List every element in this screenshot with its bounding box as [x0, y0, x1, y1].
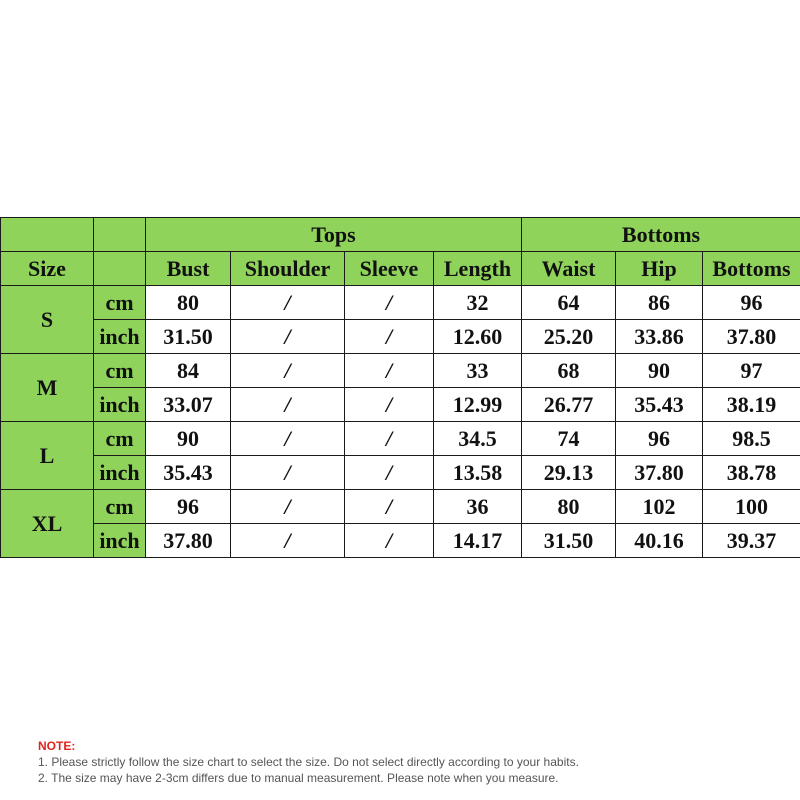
table-cell: 98.5 [703, 422, 800, 456]
table-cell: 38.19 [703, 388, 800, 422]
notes [38, 738, 579, 786]
table-cell: 96 [703, 286, 800, 320]
size-label: M [1, 354, 94, 422]
unit-label: inch [94, 388, 146, 422]
table-cell: / [345, 422, 434, 456]
note-line: 1. Please strictly follow the size chart to select the size. Do not select directly according to your habits. [38, 755, 579, 769]
column-header-shoulder: Shoulder [231, 252, 345, 286]
table-cell: 25.20 [522, 320, 616, 354]
table-cell: 33 [434, 354, 522, 388]
table-cell: / [231, 320, 345, 354]
table-cell: 96 [146, 490, 231, 524]
table-cell: 84 [146, 354, 231, 388]
unit-label: cm [94, 286, 146, 320]
table-cell: 34.5 [434, 422, 522, 456]
table-cell: 96 [616, 422, 703, 456]
table-row [1, 388, 800, 422]
size-label: XL [1, 490, 94, 558]
table-cell: 80 [522, 490, 616, 524]
table-row [1, 354, 800, 388]
unit-label: inch [94, 320, 146, 354]
table-cell: 38.78 [703, 456, 800, 490]
table-cell: 74 [522, 422, 616, 456]
column-header-sleeve: Sleeve [345, 252, 434, 286]
unit-label: inch [94, 456, 146, 490]
column-header-bust: Bust [146, 252, 231, 286]
table-cell: / [231, 422, 345, 456]
size-label: L [1, 422, 94, 490]
table-cell: 12.60 [434, 320, 522, 354]
column-header-bottoms: Bottoms [703, 252, 800, 286]
table-cell: 36 [434, 490, 522, 524]
size-header: Size [1, 252, 94, 286]
unit-label: inch [94, 524, 146, 558]
table-cell: 13.58 [434, 456, 522, 490]
table-cell: / [231, 286, 345, 320]
table-cell: 31.50 [146, 320, 231, 354]
group-header-row [1, 218, 800, 252]
table-cell: 33.86 [616, 320, 703, 354]
size-chart-table [0, 217, 800, 558]
unit-label: cm [94, 490, 146, 524]
table-row [1, 422, 800, 456]
table-cell: 14.17 [434, 524, 522, 558]
table-cell: 40.16 [616, 524, 703, 558]
table-cell: 39.37 [703, 524, 800, 558]
table-cell: 102 [616, 490, 703, 524]
table-cell: 35.43 [616, 388, 703, 422]
column-header-waist: Waist [522, 252, 616, 286]
table-cell: / [345, 524, 434, 558]
table-cell: / [231, 388, 345, 422]
table-cell: / [345, 354, 434, 388]
table-cell: 68 [522, 354, 616, 388]
table-cell: 80 [146, 286, 231, 320]
table-cell: 37.80 [703, 320, 800, 354]
table-row [1, 320, 800, 354]
table-cell: 86 [616, 286, 703, 320]
table-cell: 37.80 [146, 524, 231, 558]
table-cell: 32 [434, 286, 522, 320]
table-cell: / [231, 456, 345, 490]
corner-cell [1, 218, 94, 252]
table-cell: / [231, 490, 345, 524]
group-header-bottoms: Bottoms [522, 218, 800, 252]
table-row [1, 524, 800, 558]
unit-label: cm [94, 354, 146, 388]
column-header-row [1, 252, 800, 286]
unit-header [94, 252, 146, 286]
note-line: 2. The size may have 2-3cm differs due to manual measurement. Please note when you measure. [38, 771, 559, 785]
table-cell: 90 [616, 354, 703, 388]
column-header-hip: Hip [616, 252, 703, 286]
table-cell: / [345, 286, 434, 320]
table-cell: 29.13 [522, 456, 616, 490]
table-cell: / [345, 388, 434, 422]
table-cell: 37.80 [616, 456, 703, 490]
size-label: S [1, 286, 94, 354]
table-cell: / [231, 354, 345, 388]
table-cell: / [345, 490, 434, 524]
table-cell: 90 [146, 422, 231, 456]
group-header-tops: Tops [146, 218, 522, 252]
table-cell: / [345, 320, 434, 354]
table-cell: / [345, 456, 434, 490]
table-cell: 12.99 [434, 388, 522, 422]
note-title: NOTE: [38, 739, 76, 753]
column-header-length: Length [434, 252, 522, 286]
table-cell: 97 [703, 354, 800, 388]
unit-label: cm [94, 422, 146, 456]
table-cell: 64 [522, 286, 616, 320]
table-cell: 100 [703, 490, 800, 524]
table-cell: 33.07 [146, 388, 231, 422]
table-row [1, 286, 800, 320]
table-cell: / [231, 524, 345, 558]
table-cell: 31.50 [522, 524, 616, 558]
corner-cell-unit [94, 218, 146, 252]
table-cell: 35.43 [146, 456, 231, 490]
table-row [1, 456, 800, 490]
table-row [1, 490, 800, 524]
table-cell: 26.77 [522, 388, 616, 422]
